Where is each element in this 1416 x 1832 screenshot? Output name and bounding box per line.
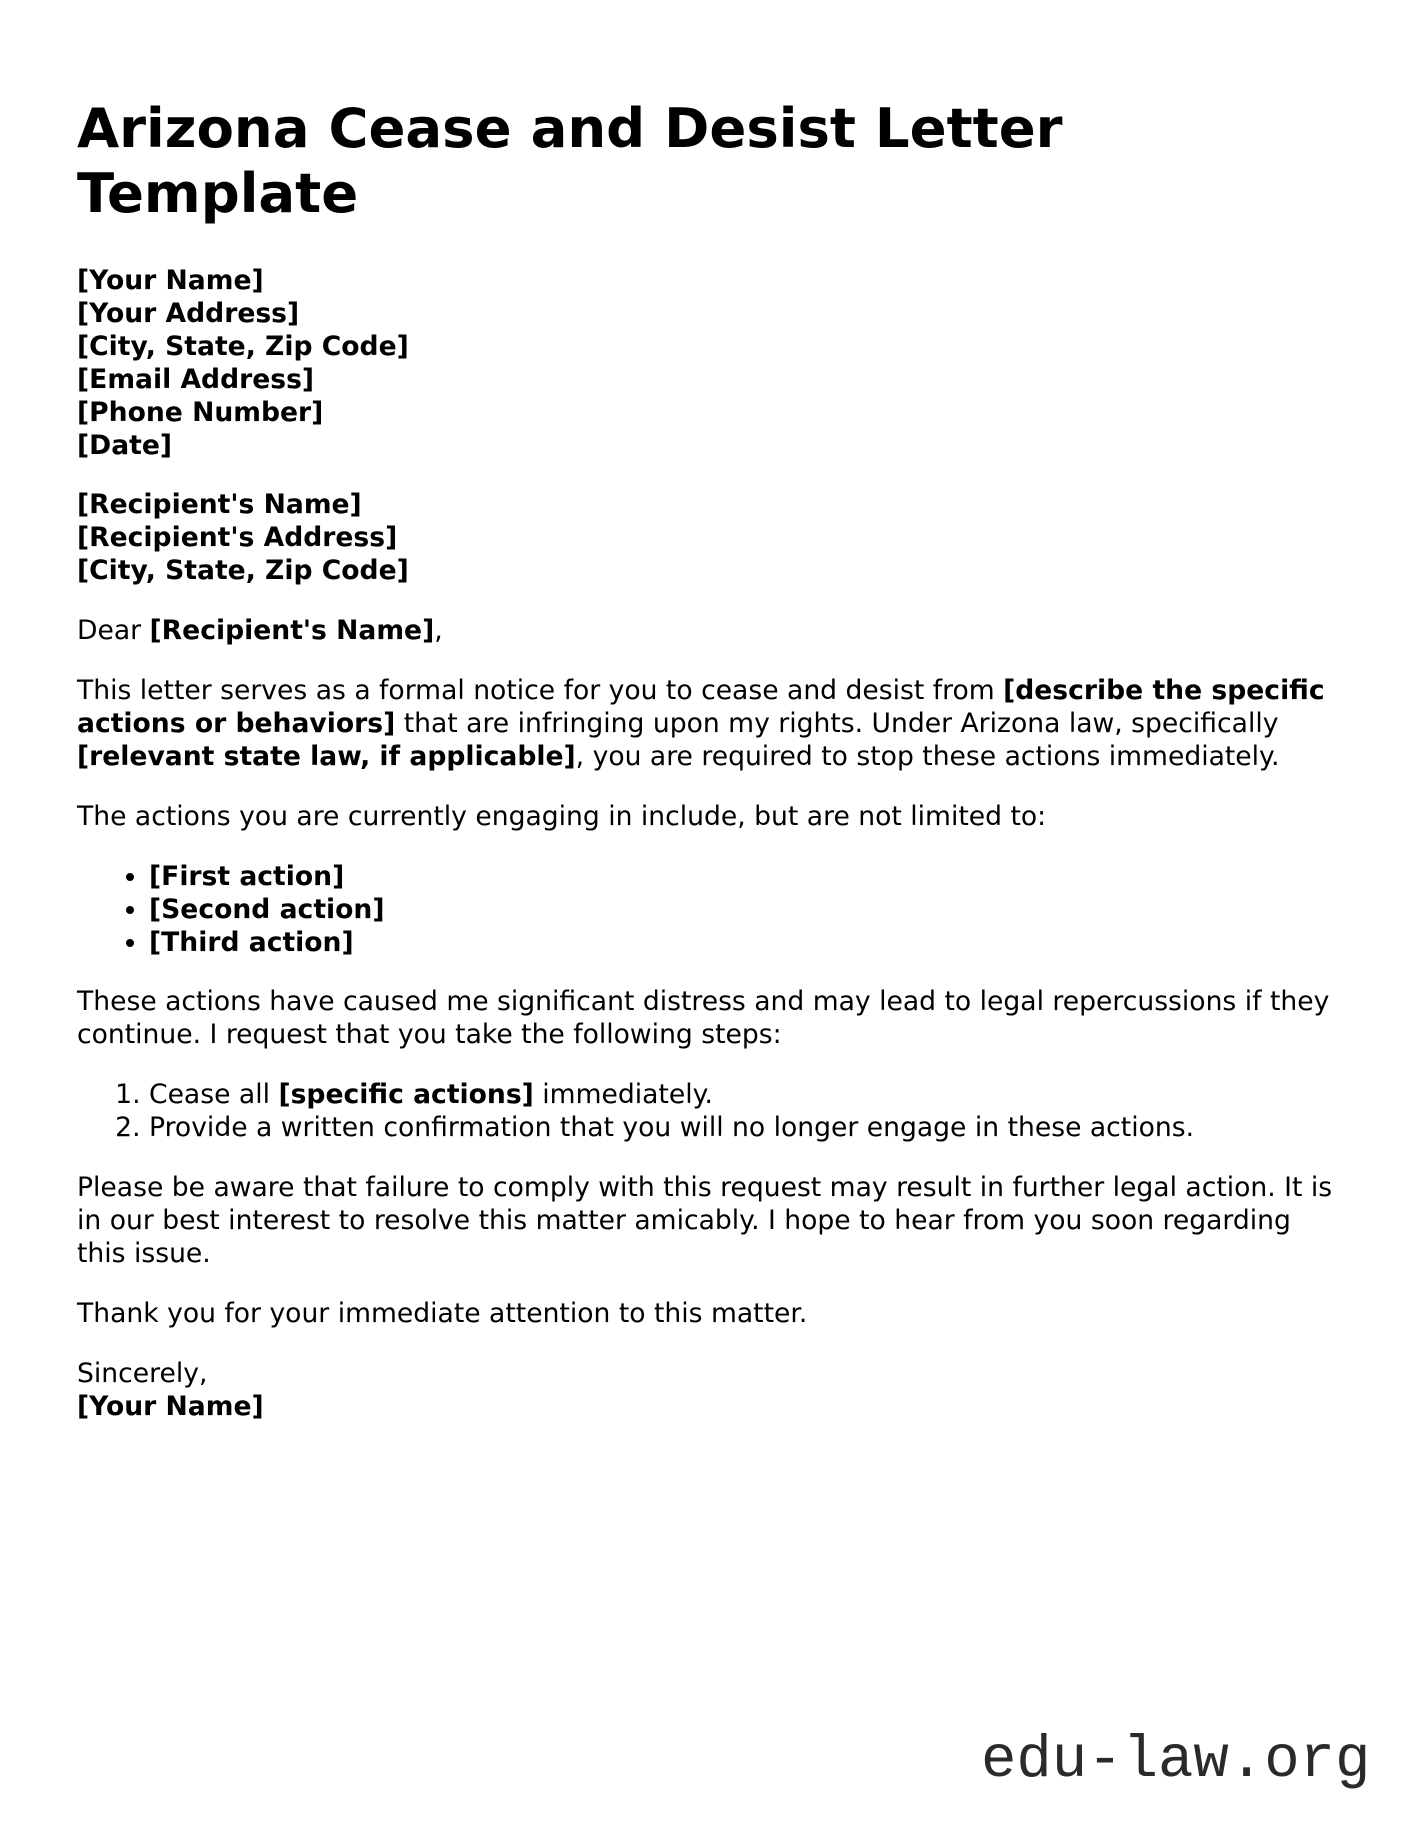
action-item-2: [Second action] <box>149 893 385 925</box>
closing-block <box>77 1358 1347 1424</box>
placeholder-actions: [describe the specific actions or behaviors] <box>77 675 1325 739</box>
watermark: edu-law.org <box>981 1727 1371 1794</box>
sender-name: [Your Name] <box>77 265 264 296</box>
notice-text-2: that are infringing upon my rights. Under Arizona law, specifically <box>395 707 1279 739</box>
distress-paragraph: These actions have caused me significant distress and may lead to legal repercussions if they continue. I request that you take the following steps: <box>77 986 1330 1051</box>
recipient-block <box>77 489 1347 588</box>
salutation <box>77 615 1347 648</box>
placeholder-state-law: [relevant state law, if applicable] <box>77 740 576 772</box>
list-item <box>149 927 1347 960</box>
sender-address: [Your Address] <box>77 297 300 329</box>
sender-block <box>77 265 1347 462</box>
salutation-name: [Recipient's Name] <box>149 615 435 647</box>
recipient-city-state-zip: [City, State, Zip Code] <box>77 555 409 587</box>
recipient-name: [Recipient's Name] <box>77 489 362 521</box>
sender-email: [Email Address] <box>77 363 315 395</box>
salutation-prefix: Dear <box>77 615 150 647</box>
placeholder-specific-actions: [specific actions] <box>278 1079 534 1111</box>
warning-paragraph: Please be aware that failure to comply with this request may result in further legal action. It is in our best interest to resolve this matter amicably. I hope to hear from you soon regarding this issue. <box>77 1172 1333 1269</box>
recipient-address: [Recipient's Address] <box>77 522 398 554</box>
action-item-1: [First action] <box>149 860 345 892</box>
list-item <box>149 1112 1347 1145</box>
notice-text-3: , you are required to stop these actions immediately. <box>575 740 1280 772</box>
list-item <box>149 894 1347 927</box>
sender-city-state-zip: [City, State, Zip Code] <box>77 330 409 362</box>
letter-date: [Date] <box>77 429 173 461</box>
steps-list <box>77 1079 1347 1145</box>
action-item-3: [Third action] <box>149 926 354 958</box>
step2-text: Provide a written confirmation that you will no longer engage in these actions. <box>149 1112 1195 1144</box>
signature-name: [Your Name] <box>77 1390 264 1422</box>
step1-text-2: immediately. <box>533 1079 714 1111</box>
valediction: Sincerely, <box>77 1357 208 1389</box>
page-title: Arizona Cease and Desist Letter Template <box>77 96 1063 225</box>
list-item <box>149 1079 1347 1112</box>
notice-paragraph <box>77 675 1347 774</box>
list-item <box>149 861 1347 894</box>
salutation-suffix: , <box>434 615 443 647</box>
sender-phone: [Phone Number] <box>77 396 324 428</box>
actions-list <box>77 861 1347 960</box>
actions-intro-paragraph: The actions you are currently engaging in include, but are not limited to: <box>77 800 1047 832</box>
letter-body <box>77 265 1347 1450</box>
notice-text-1: This letter serves as a formal notice for you to cease and desist from <box>77 675 1004 707</box>
step1-text-1: Cease all <box>149 1079 279 1111</box>
thanks-paragraph: Thank you for your immediate attention to this matter. <box>77 1297 808 1329</box>
